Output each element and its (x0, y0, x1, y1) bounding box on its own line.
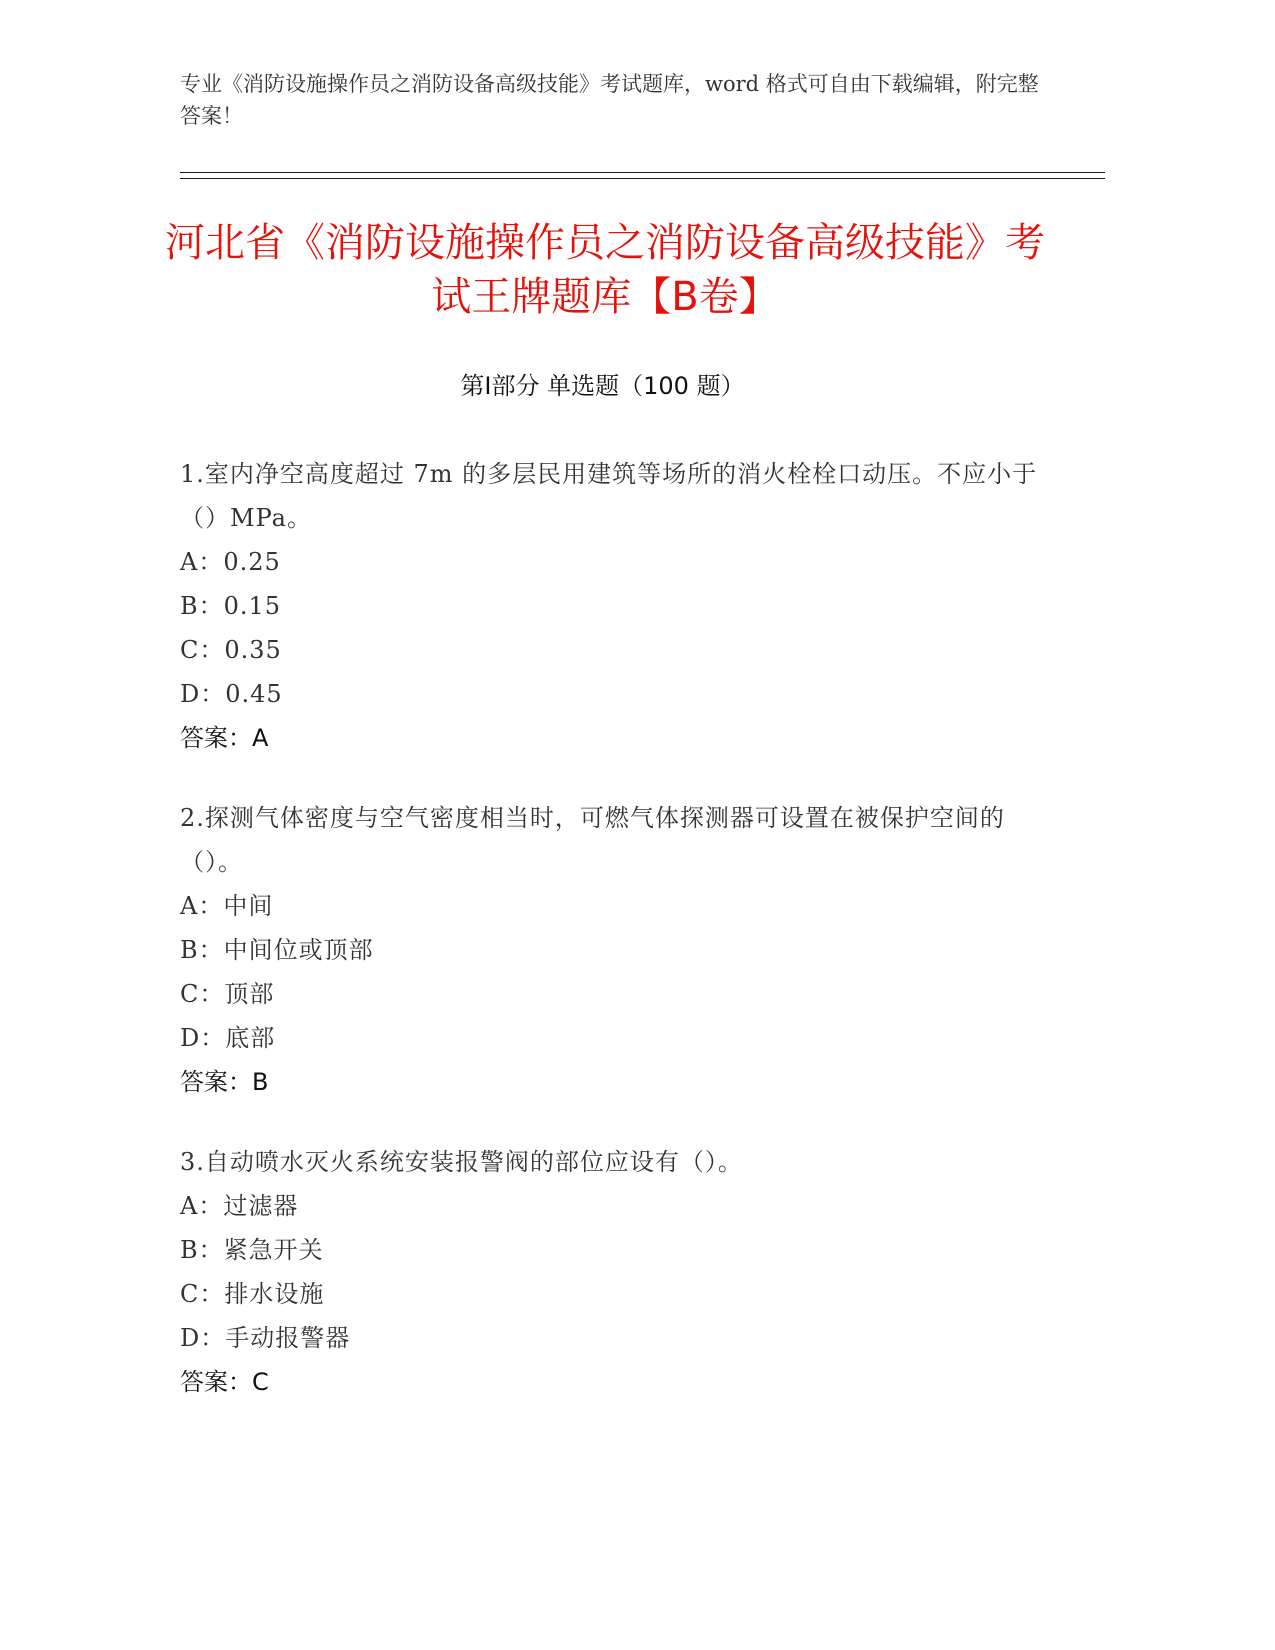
option-a: A：0.25 (180, 548, 281, 576)
option-d: D：手动报警器 (180, 1324, 351, 1352)
option-a: A：中间 (180, 892, 274, 920)
option-d: D：0.45 (180, 680, 283, 708)
answer: 答案：B (180, 1068, 269, 1096)
section-title: 第Ⅰ部分 单选题（100 题） (460, 372, 745, 400)
document-title: 河北省《消防设施操作员之消防设备高级技能》考试王牌题库【B卷】 (165, 220, 1045, 320)
question-text: 2.探测气体密度与空气密度相当时，可燃气体探测器可设置在被保护空间的（）。 (180, 804, 1005, 876)
header-divider-bottom (180, 178, 1105, 179)
option-d: D：底部 (180, 1024, 276, 1052)
option-c: C：排水设施 (180, 1280, 325, 1308)
question-text: 3.自动喷水灭火系统安装报警阀的部位应设有（）。 (180, 1148, 743, 1176)
option-c: C：顶部 (180, 980, 275, 1008)
question-1 (180, 452, 1040, 760)
question-text: 1.室内净空高度超过 7m 的多层民用建筑等场所的消火栓栓口动压。不应小于（）MPa。 (180, 460, 1038, 532)
header-note: 专业《消防设施操作员之消防设备高级技能》考试题库，word 格式可自由下载编辑，附完整答案！ (180, 72, 1039, 128)
option-b: B：中间位或顶部 (180, 936, 374, 964)
answer: 答案：A (180, 724, 269, 752)
header-divider-top (180, 172, 1105, 173)
question-list (180, 452, 1040, 1440)
answer: 答案：C (180, 1368, 269, 1396)
option-b: B：0.15 (180, 592, 282, 620)
option-b: B：紧急开关 (180, 1236, 324, 1264)
option-a: A：过滤器 (180, 1192, 299, 1220)
question-3 (180, 1140, 1040, 1404)
option-c: C：0.35 (180, 636, 282, 664)
question-2 (180, 796, 1040, 1104)
